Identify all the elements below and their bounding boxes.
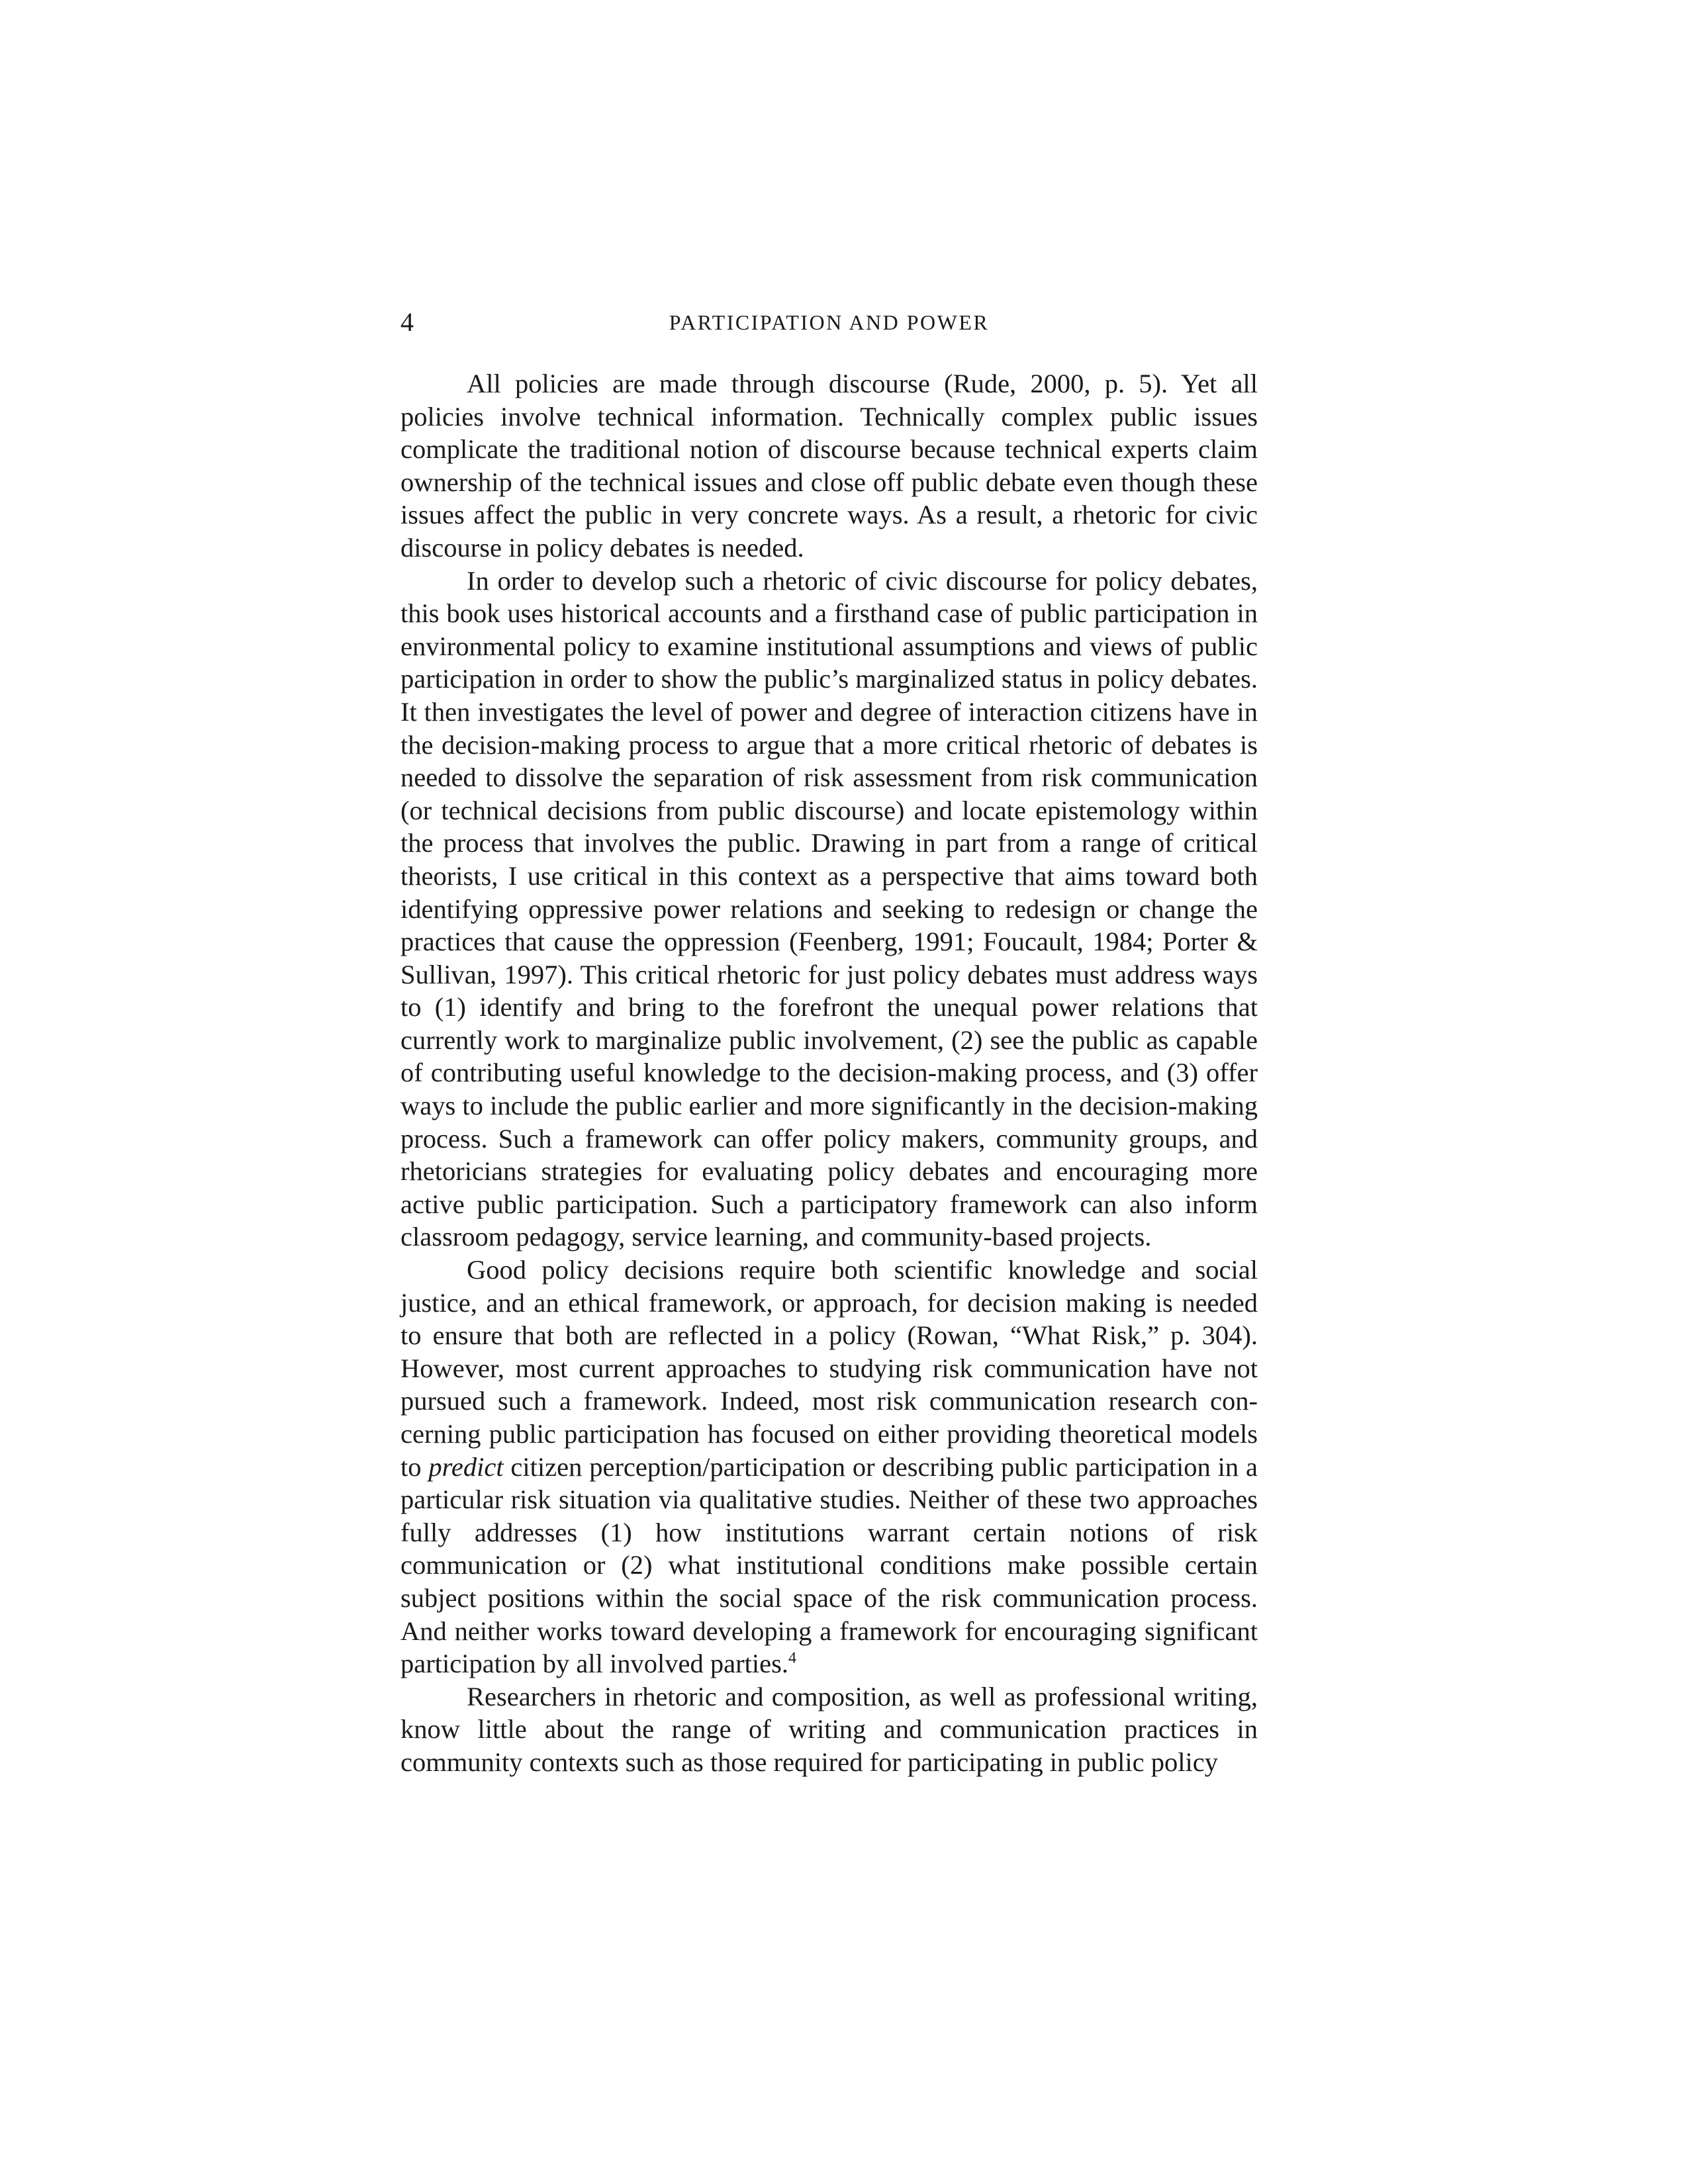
paragraph-4-text: Researchers in rhetoric and composition, as well as professional writing, know little about the range of writing and communication practices in community contexts such as those required for participating in public policy xyxy=(400,1681,1258,1777)
paragraph-2-text: In order to develop such a rhetoric of civic discourse for policy debates, this book uses historical accounts and a firsthand case of public participation in environmental policy to examine institutional assumptions and views of public participation in order to show the public’s marginalized status in policy debates. It then investigates the level of power and degree of interaction citizens have in the decision-making process to argue that a more critical rhetoric of debates is needed to dissolve the separation of risk assessment from risk communication (or technical decisions from public discourse) and locate epistemology within the process that involves the public. Drawing in part from a range of critical theorists, I use critical in this context as a perspective that aims toward both identifying oppressive power relations and seeking to redesign or change the practices that cause the oppression (Feenberg, 1991; Foucault, 1984; Porter & Sullivan, 1997). This critical rhetoric for just policy debates must address ways to (1) identify and bring to the forefront the unequal power relations that currently work to marginalize public involvement, (2) see the public as capable of contributing useful knowledge to the decision-making process, and (3) offer ways to include the public earlier and more significantly in the decision-making process. Such a framework can offer policy makers, community groups, and rhetoricians strategies for evaluating policy debates and encouraging more active public participation. Such a participatory framework can also inform classroom pedagogy, service learning, and community-based projects. xyxy=(400,565,1258,1252)
running-head: PARTICIPATION AND POWER xyxy=(669,310,990,334)
paragraph-3-text-before: Good policy decisions require both scientific knowledge and social justice, and an ethical framework, or approach, for decision making is needed to ensure that both are reflected in a policy (Rowan, “What Risk,” p. 304). However, most current approaches to studying risk communication have not pursued such a framework. Indeed, most risk communication research concerning public participation has focused on either providing theoretical models to xyxy=(400,1255,1258,1482)
emphasized-word: predict xyxy=(428,1451,504,1482)
paragraph-2 xyxy=(400,565,1258,1253)
page-header xyxy=(400,306,1258,339)
paragraph-1 xyxy=(400,367,1258,565)
page-number: 4 xyxy=(400,307,414,337)
paragraph-3-text-after: citizen perception/participation or describing public participation in a particular risk situation via qualitative studies. Neither of these two approaches fully addresses (1) how institutions warrant certain notions of risk communication or (2) what institutional conditions make possible certain subject positions within the social space of the risk communication process. And neither works toward developing a framework for encouraging significant participation by all involved parties. xyxy=(400,1451,1258,1679)
footnote-marker[interactable]: 4 xyxy=(788,1649,796,1667)
paragraph-3 xyxy=(400,1253,1258,1680)
body-text xyxy=(400,367,1258,1779)
paragraph-1-text: All policies are made through discourse (Rude, 2000, p. 5). Yet all policies involve technical information. Technically complex public issues complicate the traditional notion of discourse because technical experts claim ownership of the technical issues and close off public debate even though these issues affect the public in very concrete ways. As a result, a rhetoric for civic discourse in policy debates is needed. xyxy=(400,369,1258,563)
paragraph-4 xyxy=(400,1680,1258,1779)
